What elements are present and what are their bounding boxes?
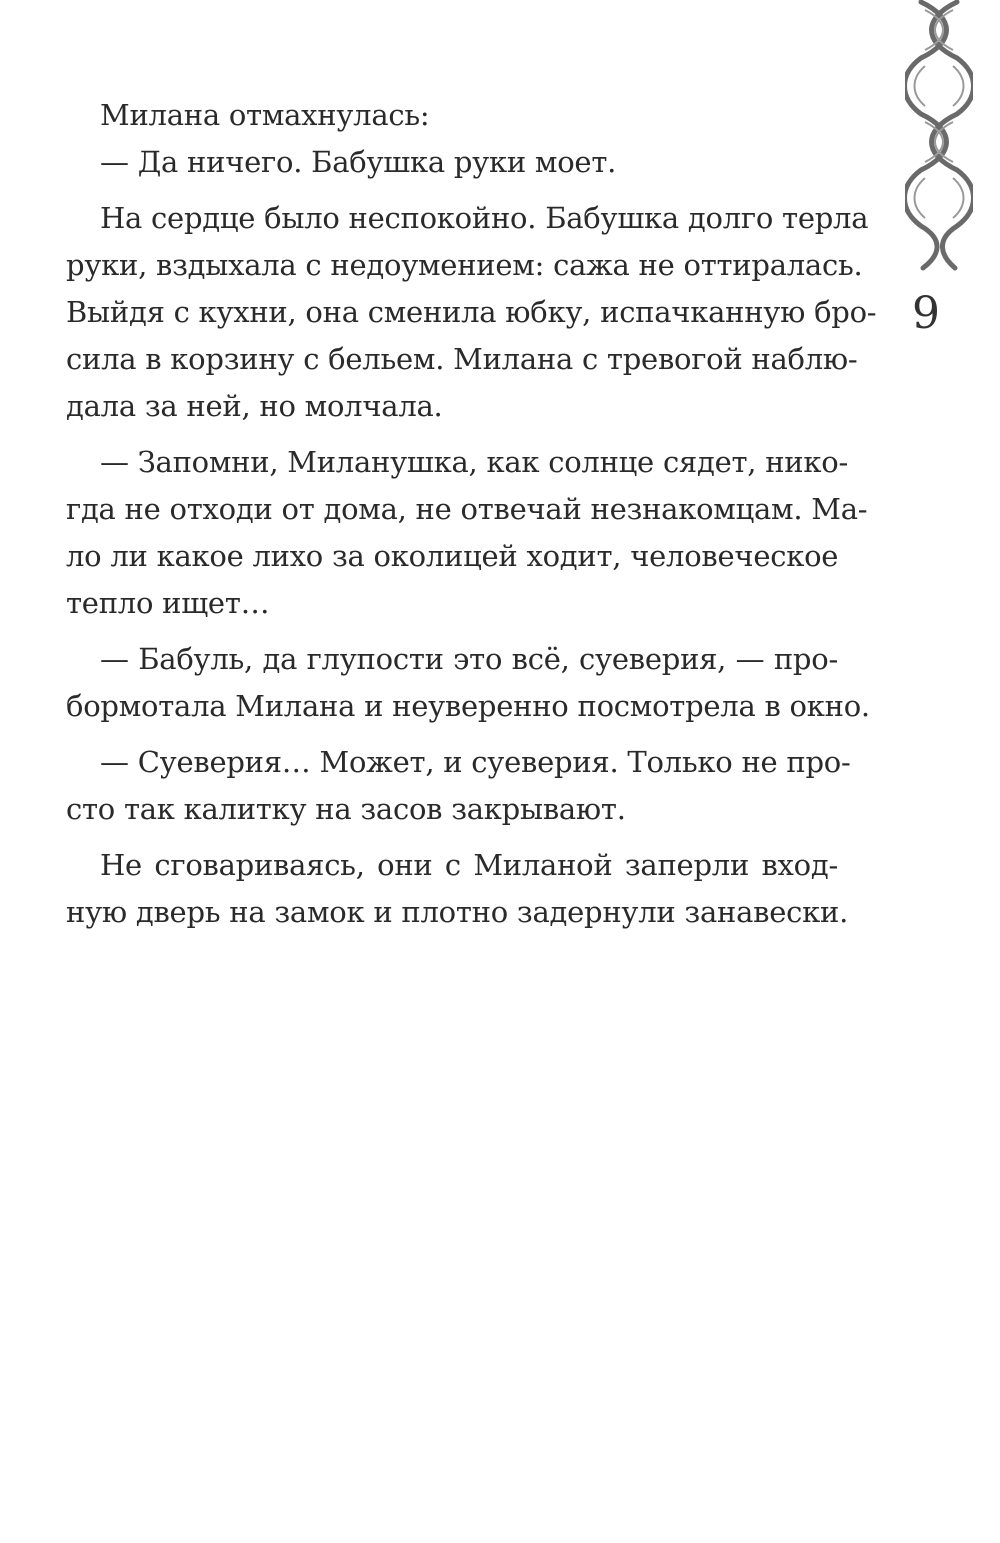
text-line: ную дверь на замок и плотно задернули занавески. <box>66 895 849 929</box>
text-line: На сердце было неспокойно. Бабушка долго терла <box>100 201 869 235</box>
celtic-knot-ornament-icon <box>905 0 973 272</box>
text-line: ло ли какое лихо за околицей ходит, человеческое <box>66 539 839 573</box>
text-line: Не сговариваясь, они с Миланой заперли вход- <box>100 848 838 882</box>
text-line: руки, вздыхала с недоумением: сажа не оттиралась. <box>66 248 863 282</box>
text-line: дала за ней, но молчала. <box>66 389 443 423</box>
text-line: сто так калитку на засов закрывают. <box>66 792 626 826</box>
text-line: тепло ищет… <box>66 586 270 620</box>
page-text <box>66 92 877 936</box>
text-line: — Бабуль, да глупости это всё, суеверия, — про- <box>100 642 838 676</box>
text-line: бормотала Милана и неуверенно посмотрела в окно. <box>66 689 870 723</box>
page-number: 9 <box>912 288 940 339</box>
text-line: Милана отмахнулась: <box>100 98 430 132</box>
text-line: — Запомни, Миланушка, как солнце сядет, нико- <box>100 445 849 479</box>
text-line: Выйдя с кухни, она сменила юбку, испачканную бро- <box>66 295 877 329</box>
text-line: — Да ничего. Бабушка руки моет. <box>100 145 617 179</box>
text-line: сила в корзину с бельем. Милана с тревогой наблю- <box>66 342 858 376</box>
text-line: гда не отходи от дома, не отвечай незнакомцам. Ма- <box>66 492 868 526</box>
text-line: — Суеверия… Может, и суеверия. Только не про- <box>100 745 851 779</box>
